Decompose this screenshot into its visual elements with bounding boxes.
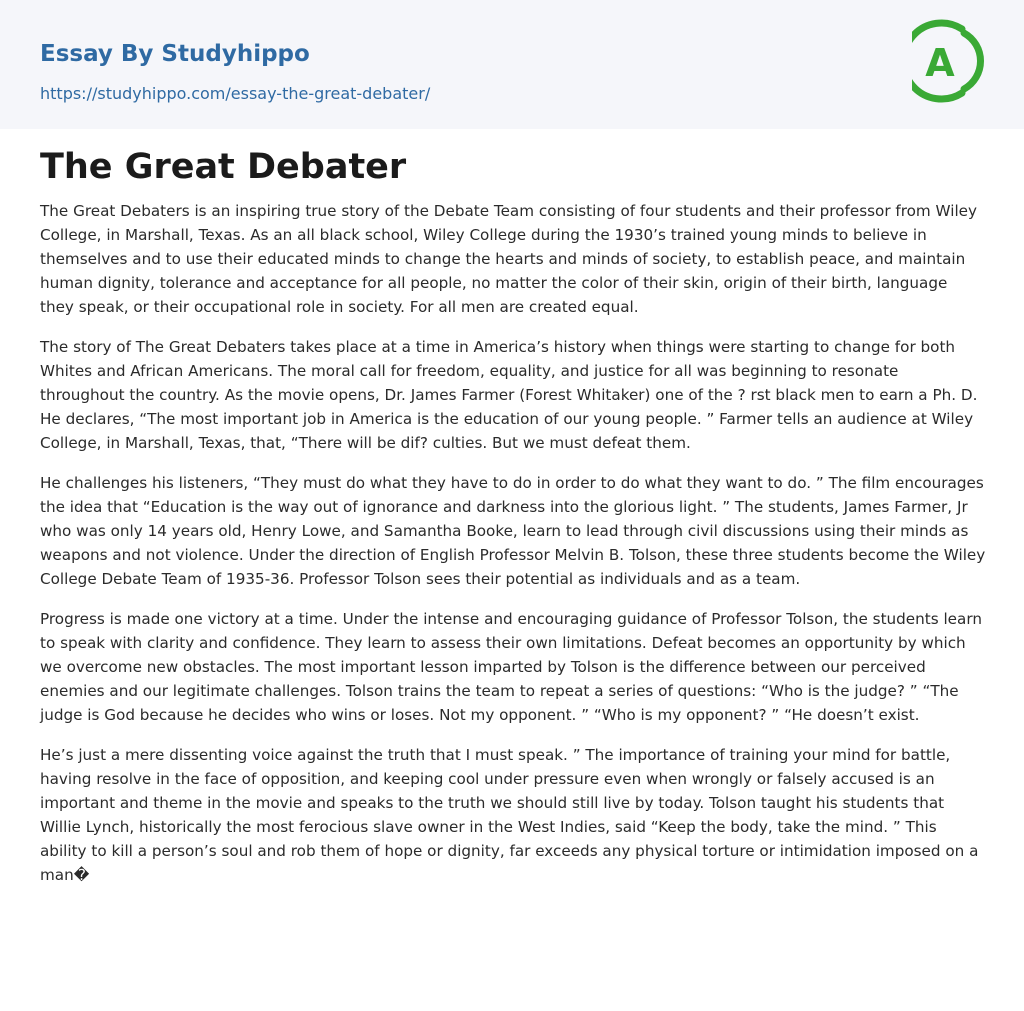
brand-title[interactable]: Essay By Studyhippo — [40, 41, 310, 67]
logo-letter: A — [925, 41, 955, 85]
paragraph-1: The Great Debaters is an inspiring true story of the Debate Team consisting of four students and their professor from Wiley College, in Marshall, Texas. As an all black school, Wiley College during the 1930’s trained young minds to believe in themselves and to use their educated minds to change the hearts and minds of society, to establish peace, and maintain human dignity, tolerance and acceptance for all people, no matter the color of their skin, origin of their birth, language they speak, or their occupational role in society. For all men are created equal. — [40, 202, 978, 316]
logo-circle-icon — [912, 18, 988, 106]
article — [40, 145, 986, 903]
paragraph-5: He’s just a mere dissenting voice against the truth that I must speak. ” The importance of training your mind for battle, having resolve in the face of opposition, and keeping cool under pressure even when wrongly or falsely accused is an important and theme in the movie and speaks to the truth we should still live by today. Tolson taught his students that Willie Lynch, historically the most ferocious slave owner in the West Indies, said “Keep the body, take the mind. ” This ability to kill a person’s soul and rob them of hope or dignity, far exceeds any physical torture or intimidation imposed on a man� — [40, 746, 979, 884]
paragraph-2: The story of The Great Debaters takes place at a time in America’s history when things were starting to change for both Whites and African Americans. The moral call for freedom, equality, and justice for all was beginning to resonate throughout the country. As the movie opens, Dr. James Farmer (Forest Whitaker) one of the ? rst black men to earn a Ph. D. He declares, “The most important job in America is the education of our young people. ” Farmer tells an audience at Wiley College, in Marshall, Texas, that, “There will be dif? culties. But we must defeat them. — [40, 338, 978, 452]
studyhippo-logo[interactable] — [912, 18, 988, 106]
site-header — [0, 0, 1024, 129]
page-title: The Great Debater — [40, 147, 407, 187]
paragraph-4: Progress is made one victory at a time. Under the intense and encouraging guidance of Professor Tolson, the students learn to speak with clarity and confidence. They learn to assess their own limitations. Defeat becomes an opportunity by which we overcome new obstacles. The most important lesson imparted by Tolson is the difference between our perceived enemies and our legitimate challenges. Tolson trains the team to repeat a series of questions: “Who is the judge? ” “The judge is God because he decides who wins or loses. Not my opponent. ” “Who is my opponent? ” “He doesn’t exist. — [40, 610, 982, 724]
paragraph-3: He challenges his listeners, “They must do what they have to do in order to do what they want to do. ” The film encourages the idea that “Education is the way out of ignorance and darkness into the glorious light. ” The students, James Farmer, Jr who was only 14 years old, Henry Lowe, and Samantha Booke, learn to lead through civil discussions using their minds as weapons and not violence. Under the direction of English Professor Melvin B. Tolson, these three students become the Wiley College Debate Team of 1935-36. Professor Tolson sees their potential as individuals and as a team. — [40, 474, 986, 588]
essay-url-link[interactable]: https://studyhippo.com/essay-the-great-debater/ — [40, 84, 431, 103]
